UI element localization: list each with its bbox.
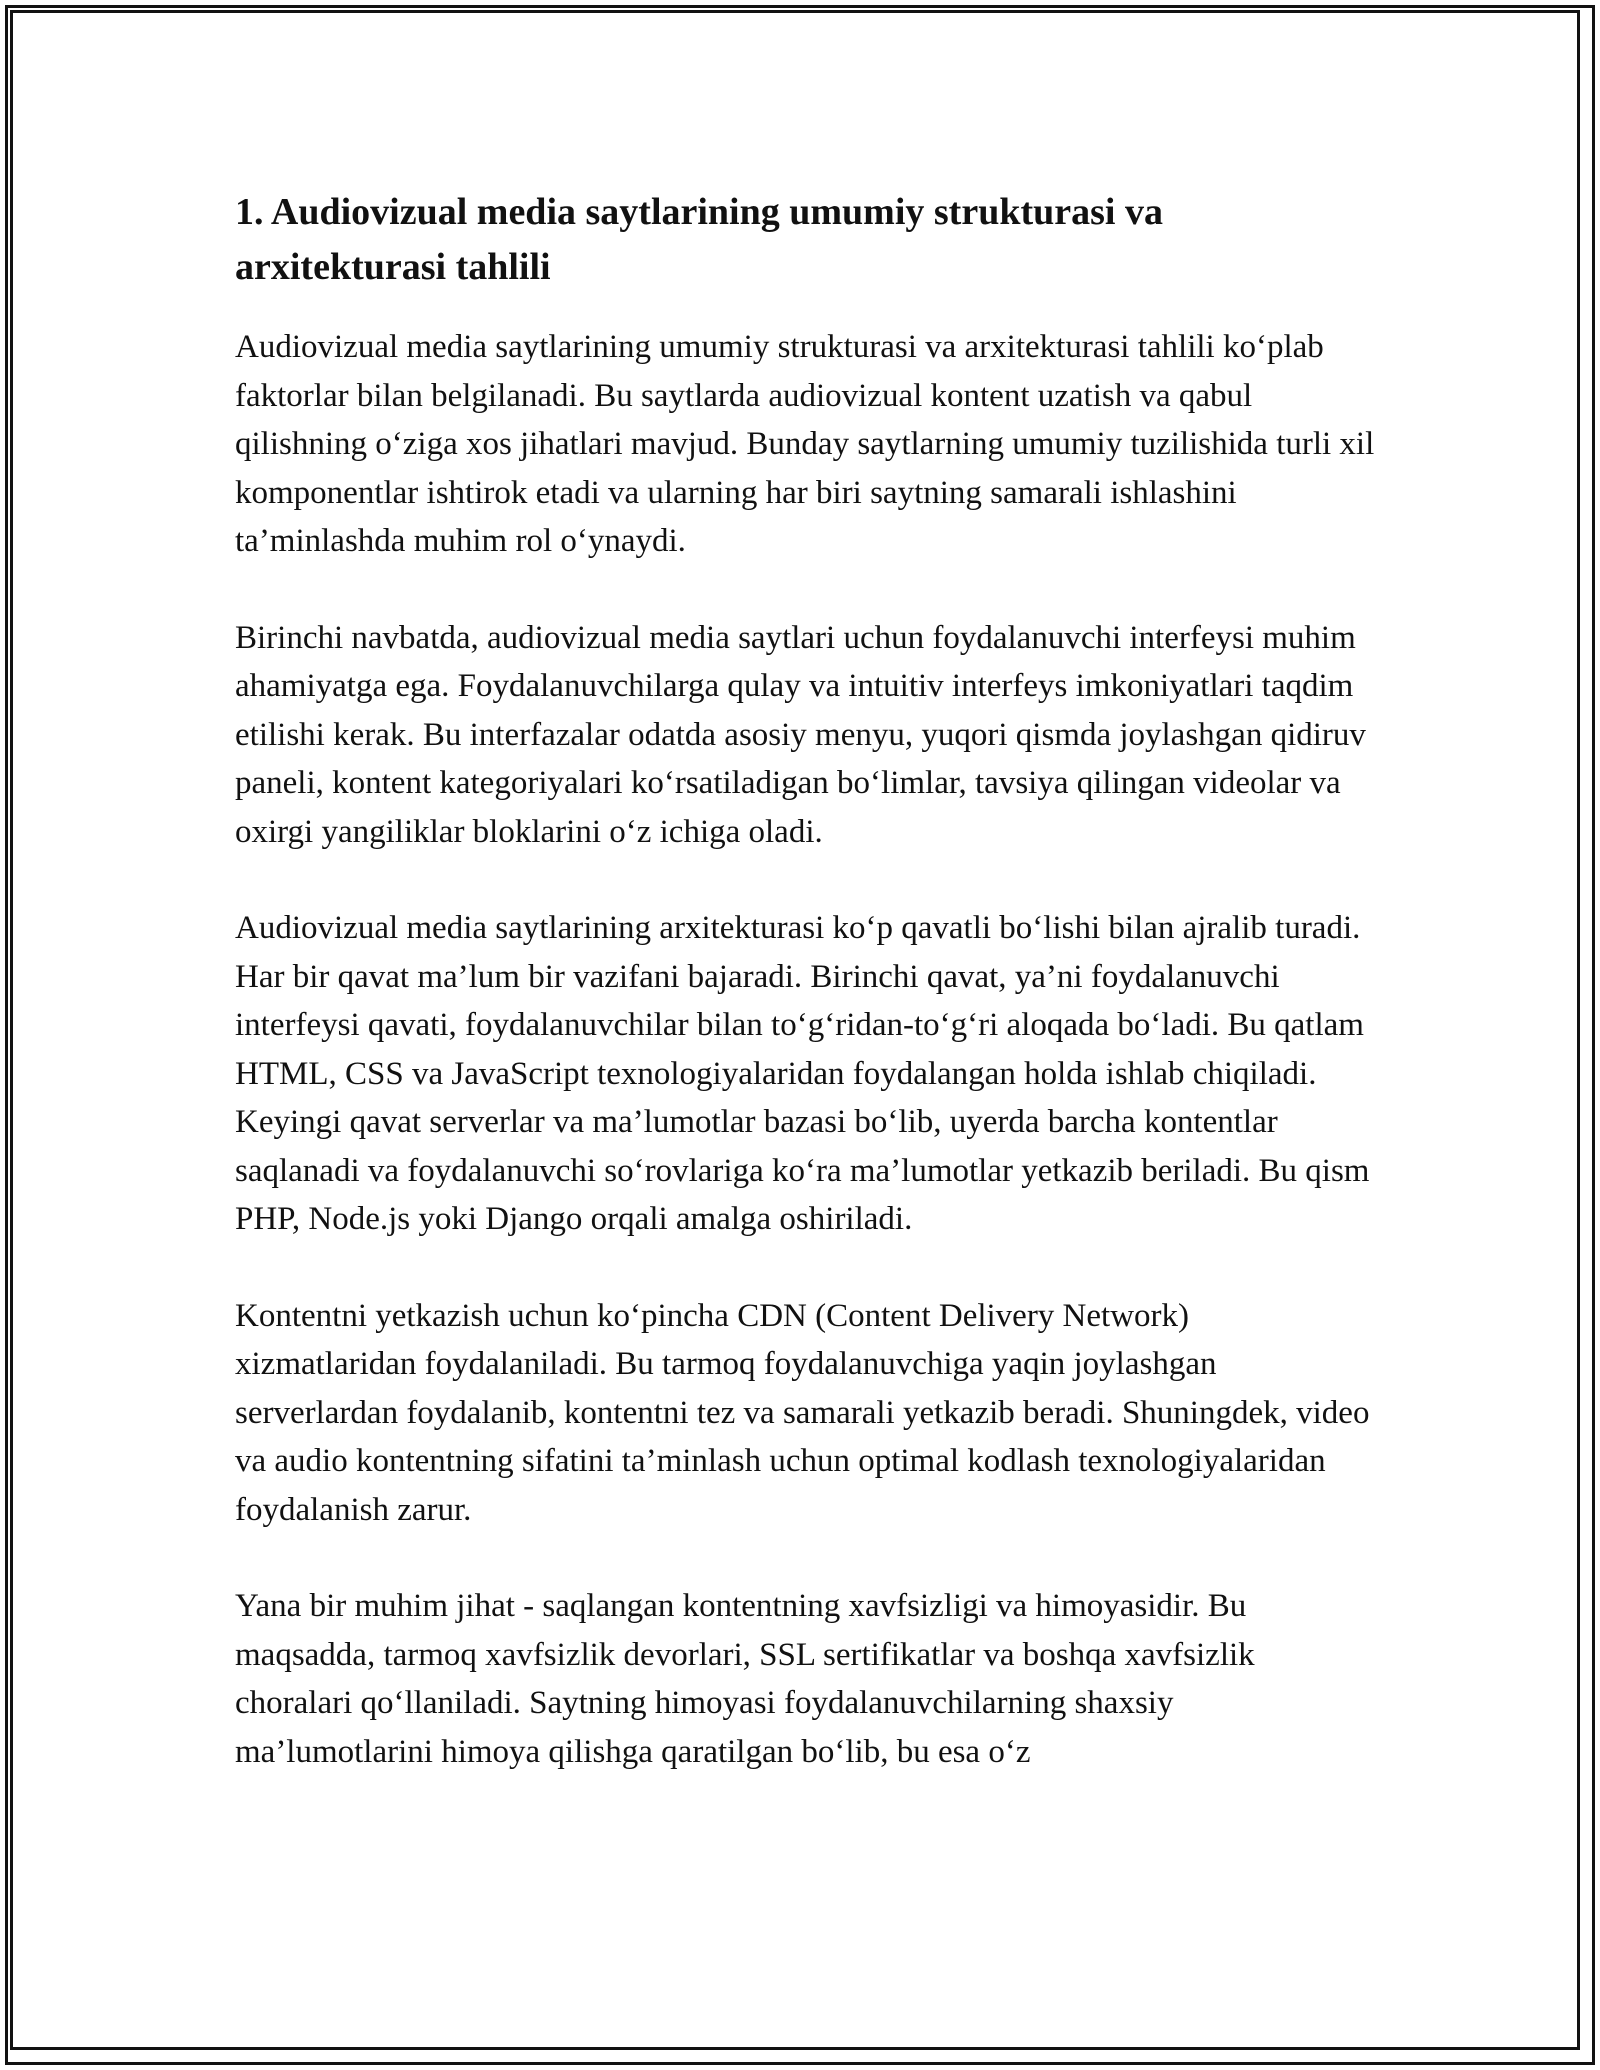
document-body	[235, 185, 1375, 1824]
paragraph-1: Audiovizual media saytlarining umumiy strukturasi va arxitekturasi tahlili ko‘plab faktorlar bilan belgilanadi. Bu saytlarda audiovizual kontent uzatish va qabul qilishning o‘ziga xos jihatlari mavjud. Bunday saytlarning umumiy tuzilishida turli xil komponentlar ishtirok etadi va ularning har biri saytning samarali ishlashini ta’minlashda muhim rol o‘ynaydi.	[235, 329, 1375, 559]
paragraph-5: Yana bir muhim jihat - saqlangan kontentning xavfsizligi va himoyasidir. Bu maqsadda, tarmoq xavfsizlik devorlari, SSL sertifikatlar va boshqa xavfsizlik choralari qo‘llaniladi. Saytning himoyasi foydalanuvchilarning shaxsiy ma’lumotlarini himoya qilishga qaratilgan bo‘lib, bu esa o‘z	[235, 1588, 1255, 1770]
paragraph-3: Audiovizual media saytlarining arxitekturasi ko‘p qavatli bo‘lishi bilan ajralib turadi. Har bir qavat ma’lum bir vazifani bajaradi. Birinchi qavat, ya’ni foydalanuvchi interfeysi qavati, foydalanuvchilar bilan to‘g‘ridan-to‘g‘ri aloqada bo‘ladi. Bu qatlam HTML, CSS va JavaScript texnologiyalaridan foydalangan holda ishlab chiqiladi. Keyingi qavat serverlar va ma’lumotlar bazasi bo‘lib, uyerda barcha kontentlar saqlanadi va foydalanuvchi so‘rovlariga ko‘ra ma’lumotlar yetkazib beriladi. Bu qism PHP, Node.js yoki Django orqali amalga oshiriladi.	[235, 910, 1370, 1237]
section-heading: 1. Audiovizual media saytlarining umumiy strukturasi va arxitekturasi tahlili	[235, 191, 1163, 288]
paragraph-2: Birinchi navbatda, audiovizual media saytlari uchun foydalanuvchi interfeysi muhim ahamiyatga ega. Foydalanuvchilarga qulay va intuitiv interfeys imkoniyatlari taqdim etilishi kerak. Bu interfazalar odatda asosiy menyu, yuqori qismda joylashgan qidiruv paneli, kontent kategoriyalari ko‘rsatiladigan bo‘limlar, tavsiya qilingan videolar va oxirgi yangiliklar bloklarini o‘z ichiga oladi.	[235, 619, 1366, 850]
paragraph-4: Kontentni yetkazish uchun ko‘pincha CDN (Content Delivery Network) xizmatlaridan foydalaniladi. Bu tarmoq foydalanuvchiga yaqin joylashgan serverlardan foydalanib, kontentni tez va samarali yetkazib beradi. Shuningdek, video va audio kontentning sifatini ta’minlash uchun optimal kodlash texnologiyalaridan foydalanish zarur.	[235, 1297, 1370, 1528]
